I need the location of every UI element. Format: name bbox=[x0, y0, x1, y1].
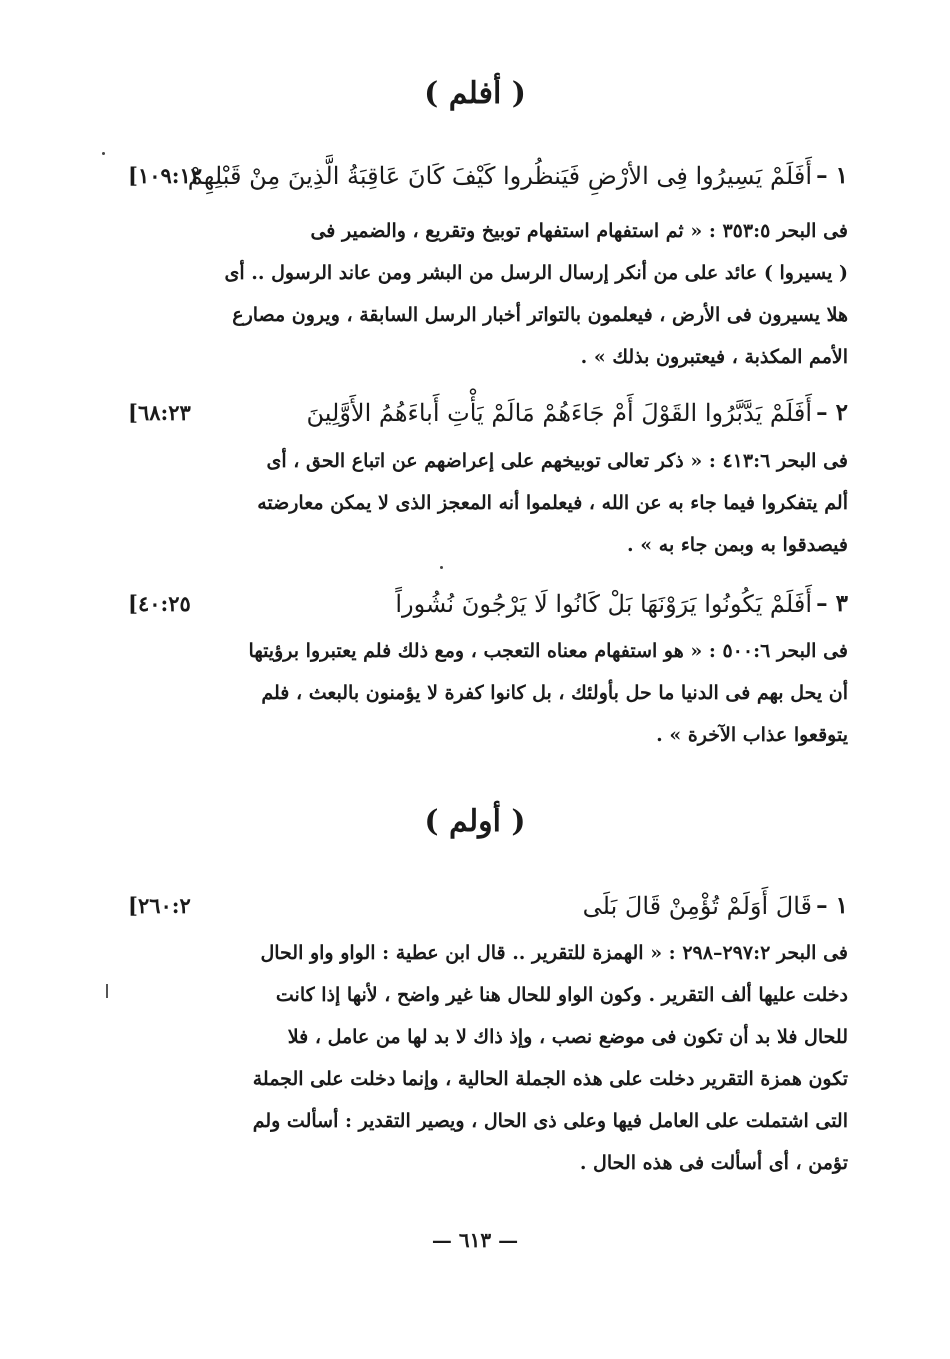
verse-reference: [١٠٩:١٢ bbox=[128, 163, 203, 188]
commentary-line: الأمم المكذبة ، فيعتبرون بذلك » . bbox=[580, 346, 848, 368]
scan-mark bbox=[106, 984, 108, 998]
commentary-paragraph-2 bbox=[128, 440, 848, 566]
commentary-line: ( يسيروا ) عائد على من أنكر إرسال الرسل من البشر ومن عاند الرسول .. أى bbox=[224, 262, 848, 284]
section-heading-aflam: ( أفلم ) bbox=[424, 76, 526, 111]
commentary-line: أن يحل بهم فى الدنيا ما حل بأولئك ، بل كانوا كفرة لا يؤمنون بالبعث ، فلم bbox=[261, 682, 848, 704]
commentary-paragraph-3 bbox=[128, 630, 848, 756]
entry-number: ٢ – bbox=[816, 399, 848, 426]
verse-reference: [٢٦٠:٢ bbox=[128, 893, 191, 918]
commentary-line: ألم يتفكروا فيما جاء به عن الله ، فيعلموا أنه المعجز الذى لا يمكن معارضته bbox=[257, 492, 848, 514]
section-heading-awalam: ( أولم ) bbox=[424, 804, 526, 839]
commentary-line: للحال فلا بد أن تكون فى موضع نصب ، وإذ ذاك لا بد لها من عامل ، فلا bbox=[287, 1026, 848, 1048]
commentary-line: التى اشتملت على العامل فيها وعلى ذى الحال ، ويصير التقدير : أسألت ولم bbox=[252, 1110, 848, 1132]
commentary-line: تكون همزة التقرير دخلت على هذه الجملة الحالية ، وإنما دخلت على الجملة bbox=[252, 1068, 848, 1090]
commentary-line: فى البحر ٣٥٣:٥ : « ثم استفهام استفهام توبيخ وتقريع ، والضمير فى bbox=[310, 220, 848, 242]
scan-speck bbox=[102, 152, 105, 155]
commentary-line: فيصدقوا به وبمن جاء به » . bbox=[627, 534, 848, 556]
verse-entry-1 bbox=[128, 156, 848, 196]
entry-number: ٣ – bbox=[816, 590, 848, 617]
quran-verse: قَالَ أَوَلَمْ تُؤْمِنْ قَالَ بَلَى bbox=[582, 892, 812, 920]
verse-entry-s2-1 bbox=[128, 886, 848, 926]
entry-number: ١ – bbox=[816, 162, 848, 189]
quran-verse: أَفَلَمْ يَكُونُوا يَرَوْنَهَا بَلْ كَانُوا لَا يَرْجُونَ نُشُوراً bbox=[395, 590, 812, 618]
verse-entry-2 bbox=[128, 393, 848, 433]
commentary-line: هلا يسيرون فى الأرض ، فيعلمون بالتواتر أخبار الرسل السابقة ، ويرون مصارع bbox=[232, 304, 848, 326]
verse-reference: [٦٨:٢٣ bbox=[128, 400, 191, 425]
verse-entry-3 bbox=[128, 584, 848, 624]
commentary-line: يتوقعوا عذاب الآخرة » . bbox=[656, 724, 848, 746]
commentary-line: فى البحر ٤١٣:٦ : « ذكر تعالى توبيخهم على إعراضهم عن اتباع الحق ، أى bbox=[266, 450, 848, 472]
commentary-line: فى البحر ٥٠٠:٦ : « هو استفهام معناه التعجب ، ومع ذلك فلم يعتبروا برؤيتها bbox=[248, 640, 848, 662]
verse-reference: [٤٠:٢٥ bbox=[128, 591, 191, 616]
commentary-line: تؤمن ، أى أسألت فى هذه الحال . bbox=[579, 1152, 848, 1174]
commentary-line: دخلت عليها ألف التقرير . وكون الواو للحال هنا غير واضح ، لأنها إذا كانت bbox=[275, 984, 848, 1006]
commentary-paragraph-s2-1 bbox=[128, 932, 848, 1184]
quran-verse: أَفَلَمْ يَسِيرُوا فِى الأرْضِ فَيَنظُروا كَيْفَ كَانَ عَاقِبَةُ الَّذِينَ مِنْ قَبْلِهِمْ bbox=[187, 162, 812, 190]
scan-speck bbox=[440, 566, 443, 569]
entry-number: ١ – bbox=[816, 892, 848, 919]
commentary-line: فى البحر ٢٩٧:٢–٢٩٨ : « الهمزة للتقرير .. قال ابن عطية : الواو واو الحال bbox=[260, 942, 848, 964]
commentary-paragraph-1 bbox=[128, 210, 848, 378]
page-number: — ٦١٣ — bbox=[431, 1228, 519, 1252]
quran-verse: أَفَلَمْ يَدَّبَّرُوا القَوْلَ أَمْ جَاءَهُمْ مَالَمْ يَأْتِ أَباءَهُمُ الأَوَّلِينَ bbox=[306, 399, 812, 427]
